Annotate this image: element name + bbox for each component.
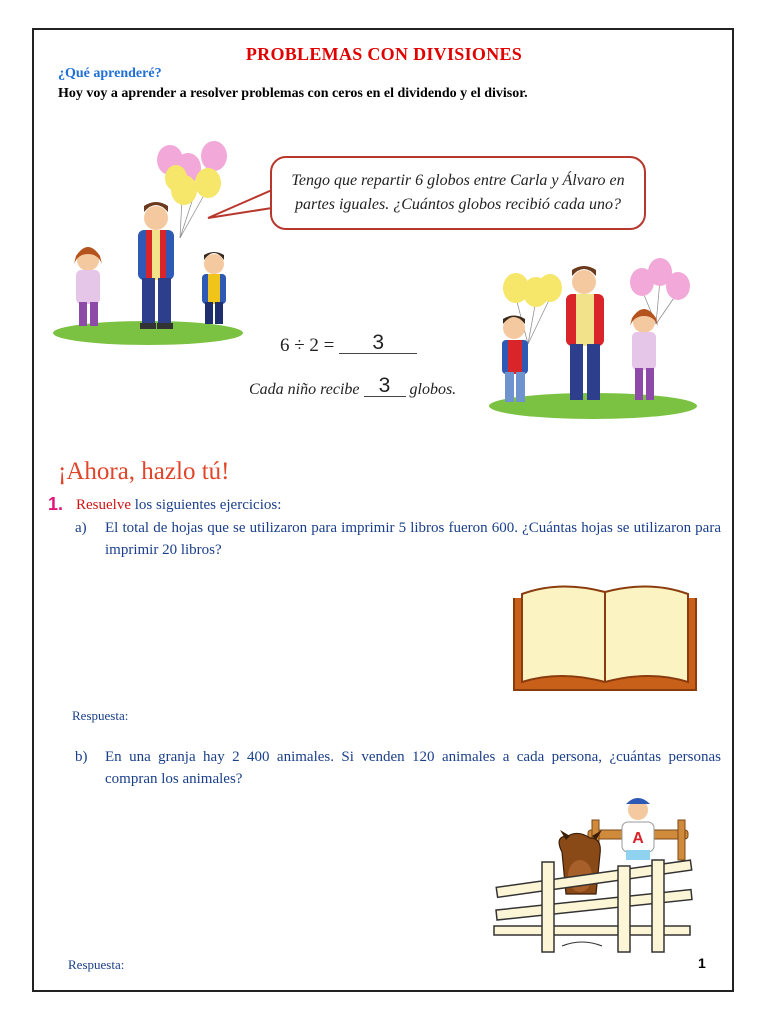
speech-bubble: Tengo que repartir 6 globos entre Carla y Álvaro en partes iguales. ¿Cuántos globos recibió cada uno?: [270, 156, 646, 230]
instruction-verb: Resuelve: [76, 497, 131, 513]
open-book-illustration: [510, 578, 700, 698]
exercise-number: 1.: [48, 494, 64, 514]
problem-b: [75, 746, 721, 790]
family-balloons-illustration: [48, 138, 248, 348]
scarecrow: [588, 798, 688, 860]
problem-b-letter: b): [75, 749, 88, 765]
equation-text: 6 ÷ 2 =: [280, 335, 335, 356]
family-balloons-illustration-right: [488, 258, 698, 420]
speech-bubble-tail: [206, 186, 276, 226]
sentence-prefix: Cada niño recibe: [249, 381, 360, 398]
answer-sentence: [249, 376, 456, 399]
boy-figure: [202, 252, 226, 324]
wooden-fence: [494, 860, 692, 952]
equation-answer: 3: [339, 333, 417, 354]
problem-b-text: En una granja hay 2 400 animales. Si venden 120 animales a cada persona, ¿cuántas personas compran los animales?: [105, 749, 721, 787]
boy-figure-right: [502, 316, 528, 403]
division-equation: [280, 333, 417, 357]
answer-label-a: Respuesta:: [72, 708, 129, 723]
scarecrow-letter: A: [632, 830, 644, 847]
girl-figure: [74, 247, 102, 326]
girl-figure-right: [630, 309, 658, 400]
exercise-instruction: [76, 497, 281, 514]
father-figure: [138, 202, 174, 329]
instruction-rest: los siguientes ejercicios:: [130, 497, 282, 513]
learning-goal: Hoy voy a aprender a resolver problemas con ceros en el dividendo y el divisor.: [58, 86, 528, 101]
father-figure-right: [566, 266, 604, 400]
problem-a-letter: a): [75, 520, 87, 536]
sentence-answer: 3: [364, 376, 406, 397]
page-number: 1: [698, 955, 706, 971]
page-title: PROBLEMAS CON DIVISIONES: [245, 44, 523, 64]
learning-question: ¿Qué aprenderé?: [58, 66, 162, 81]
practice-heading: ¡Ahora, hazlo tú!: [58, 458, 230, 485]
problem-a-text: El total de hojas que se utilizaron para imprimir 5 libros fueron 600. ¿Cuántas hojas se utilizaron para imprimir 20 libros?: [105, 520, 721, 558]
problem-a: [75, 517, 721, 561]
sentence-suffix: globos.: [409, 381, 457, 398]
answer-label-b: Respuesta:: [68, 957, 125, 972]
farm-fence-illustration: [492, 796, 702, 956]
